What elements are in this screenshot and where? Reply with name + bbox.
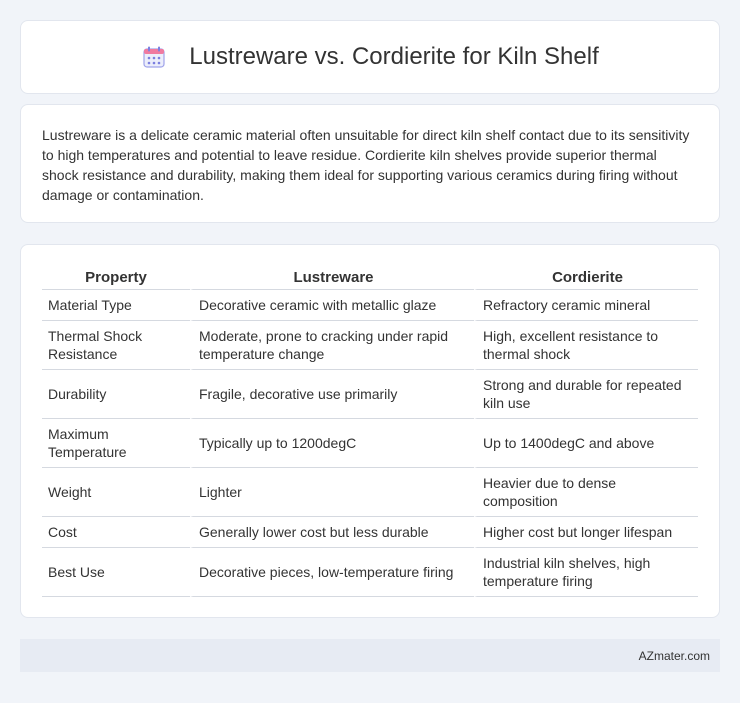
table-row [42, 419, 698, 468]
table-row [42, 370, 698, 419]
header-lustreware: Lustreware [190, 263, 474, 290]
row-cordierite: Strong and durable for repeated kiln use [474, 370, 698, 419]
table-row [42, 517, 698, 548]
intro-text: Lustreware is a delicate ceramic material often unsuitable for direct kiln shelf contact due to its sensitivity to high temperatures and potential to leave residue. Cordierite kiln shelves provide superior thermal shock resistance and durability, making them ideal for supporting various ceramics during firing without damage or contamination. [42, 127, 690, 203]
row-cordierite: Heavier due to dense composition [474, 468, 698, 517]
row-property: Cost [42, 517, 190, 548]
header-cordierite: Cordierite [474, 263, 698, 290]
footer [20, 639, 720, 672]
table-row [42, 290, 698, 321]
header-property: Property [42, 263, 190, 290]
table-row [42, 548, 698, 597]
row-lustreware: Generally lower cost but less durable [190, 517, 474, 548]
table-header-row [42, 263, 698, 290]
row-lustreware: Typically up to 1200degC [190, 419, 474, 468]
row-property: Maximum Temperature [42, 419, 190, 468]
row-lustreware: Lighter [190, 468, 474, 517]
comparison-table [42, 263, 698, 597]
row-lustreware: Decorative ceramic with metallic glaze [190, 290, 474, 321]
row-lustreware: Fragile, decorative use primarily [190, 370, 474, 419]
comparison-card [20, 244, 720, 618]
row-property: Material Type [42, 290, 190, 321]
table-row [42, 321, 698, 370]
title-card [20, 20, 720, 94]
row-cordierite: Up to 1400degC and above [474, 419, 698, 468]
row-cordierite: High, excellent resistance to thermal shock [474, 321, 698, 370]
row-property: Best Use [42, 548, 190, 597]
row-lustreware: Decorative pieces, low-temperature firing [190, 548, 474, 597]
calendar-icon [141, 44, 167, 70]
row-cordierite: Industrial kiln shelves, high temperature firing [474, 548, 698, 597]
table-row [42, 468, 698, 517]
row-property: Thermal Shock Resistance [42, 321, 190, 370]
row-property: Durability [42, 370, 190, 419]
row-lustreware: Moderate, prone to cracking under rapid temperature change [190, 321, 474, 370]
row-cordierite: Refractory ceramic mineral [474, 290, 698, 321]
row-cordierite: Higher cost but longer lifespan [474, 517, 698, 548]
page-title: Lustreware vs. Cordierite for Kiln Shelf [189, 43, 599, 70]
footer-brand: AZmater.com [638, 648, 710, 663]
row-property: Weight [42, 468, 190, 517]
intro-card [20, 104, 720, 223]
